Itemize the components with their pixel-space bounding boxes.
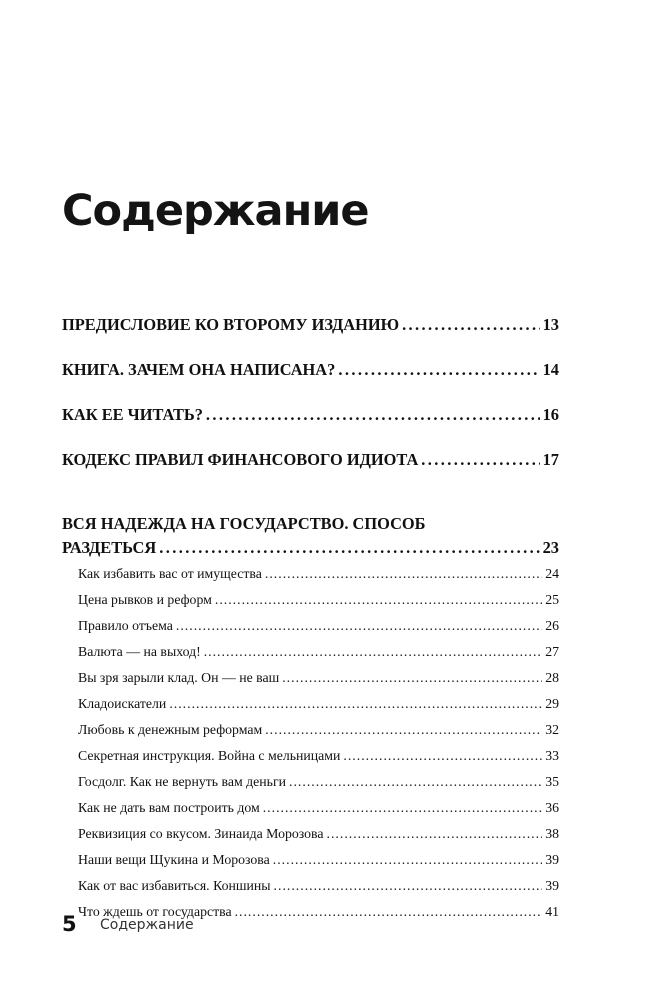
dot-leader [263, 800, 542, 816]
dot-leader [265, 722, 542, 738]
toc-subentry [78, 618, 559, 634]
running-head: Содержание [100, 917, 194, 933]
subentry-title: Валюта — на выход! [78, 644, 201, 659]
dot-leader [402, 315, 540, 335]
dot-leader [327, 826, 543, 842]
subentry-title: Секретная инструкция. Война с мельницами [78, 748, 341, 763]
subentry-page: 41 [545, 904, 559, 919]
toc-subentry [78, 826, 559, 842]
subentry-title: Как не дать вам построить дом [78, 800, 260, 815]
dot-leader [159, 538, 539, 558]
toc-subentry [78, 670, 559, 686]
subentry-title: Как избавить вас от имущества [78, 566, 262, 581]
subentry-page: 35 [545, 774, 559, 789]
subentry-title: Реквизиция со вкусом. Зинаида Морозова [78, 826, 324, 841]
subentry-title: Любовь к денежным реформам [78, 722, 263, 737]
toc-entry-page: 17 [542, 450, 559, 469]
dot-leader [215, 592, 542, 608]
toc-subentry [78, 644, 559, 660]
chapter-title-line2: РАЗДЕТЬСЯ [62, 538, 157, 557]
toc-entry-title: КОДЕКС ПРАВИЛ ФИНАНСОВОГО ИДИОТА [62, 450, 419, 469]
toc-entry-title: КАК ЕЕ ЧИТАТЬ? [62, 405, 203, 424]
toc-entry-preface [62, 315, 559, 335]
toc-entry-code-of-rules [62, 450, 559, 470]
toc-entry-page: 14 [542, 360, 559, 379]
page-title: Содержание [62, 186, 369, 236]
subentry-page: 25 [545, 592, 559, 607]
toc-subentry [78, 722, 559, 738]
toc-entry-page: 13 [542, 315, 559, 334]
dot-leader [343, 748, 542, 764]
dot-leader [169, 696, 542, 712]
dot-leader [273, 852, 542, 868]
dot-leader [282, 670, 542, 686]
dot-leader [421, 450, 539, 470]
subentry-page: 39 [545, 852, 559, 867]
toc-subentry [78, 696, 559, 712]
subentry-page: 36 [545, 800, 559, 815]
toc-subentry [78, 592, 559, 608]
toc-entry-page: 16 [542, 405, 559, 424]
toc-entry-why-written [62, 360, 559, 380]
toc-subentry [78, 774, 559, 790]
subentry-page: 27 [545, 644, 559, 659]
toc-entry-title: ПРЕДИСЛОВИЕ КО ВТОРОМУ ИЗДАНИЮ [62, 315, 400, 334]
page-number: 5 [62, 912, 77, 936]
subentry-title: Кладоискатели [78, 696, 167, 711]
subentry-page: 33 [545, 748, 559, 763]
subentry-page: 29 [545, 696, 559, 711]
toc-subentry [78, 800, 559, 816]
subentry-title: Как от вас избавиться. Коншины [78, 878, 271, 893]
subentry-title: Вы зря зарыли клад. Он — не ваш [78, 670, 280, 685]
dot-leader [265, 566, 542, 582]
toc-subentry [78, 852, 559, 868]
dot-leader [176, 618, 542, 634]
dot-leader [204, 644, 543, 660]
toc-entry-how-to-read [62, 405, 559, 425]
subentry-title: Наши вещи Щукина и Морозова [78, 852, 270, 867]
subentry-title: Госдолг. Как не вернуть вам деньги [78, 774, 287, 789]
subentry-page: 28 [545, 670, 559, 685]
toc-entry-title: КНИГА. ЗАЧЕМ ОНА НАПИСАНА? [62, 360, 336, 379]
subentry-page: 38 [545, 826, 559, 841]
chapter-page: 23 [542, 538, 559, 557]
subentry-page: 26 [545, 618, 559, 633]
chapter-title-line1: ВСЯ НАДЕЖДА НА ГОСУДАРСТВО. СПОСОБ [62, 514, 426, 533]
toc-subentry [78, 748, 559, 764]
chapter-title-row [62, 538, 559, 558]
subentry-title: Что ждешь от государства [78, 904, 232, 919]
subentry-page: 24 [545, 566, 559, 581]
subentry-page: 32 [545, 722, 559, 737]
dot-leader [235, 904, 543, 920]
subentry-page: 39 [545, 878, 559, 893]
dot-leader [274, 878, 543, 894]
toc-subentry [78, 566, 559, 582]
dot-leader [206, 405, 540, 425]
subentry-title: Правило отъема [78, 618, 173, 633]
toc-subentry [78, 878, 559, 894]
subentry-title: Цена рывков и реформ [78, 592, 212, 607]
dot-leader [289, 774, 542, 790]
dot-leader [338, 360, 539, 380]
